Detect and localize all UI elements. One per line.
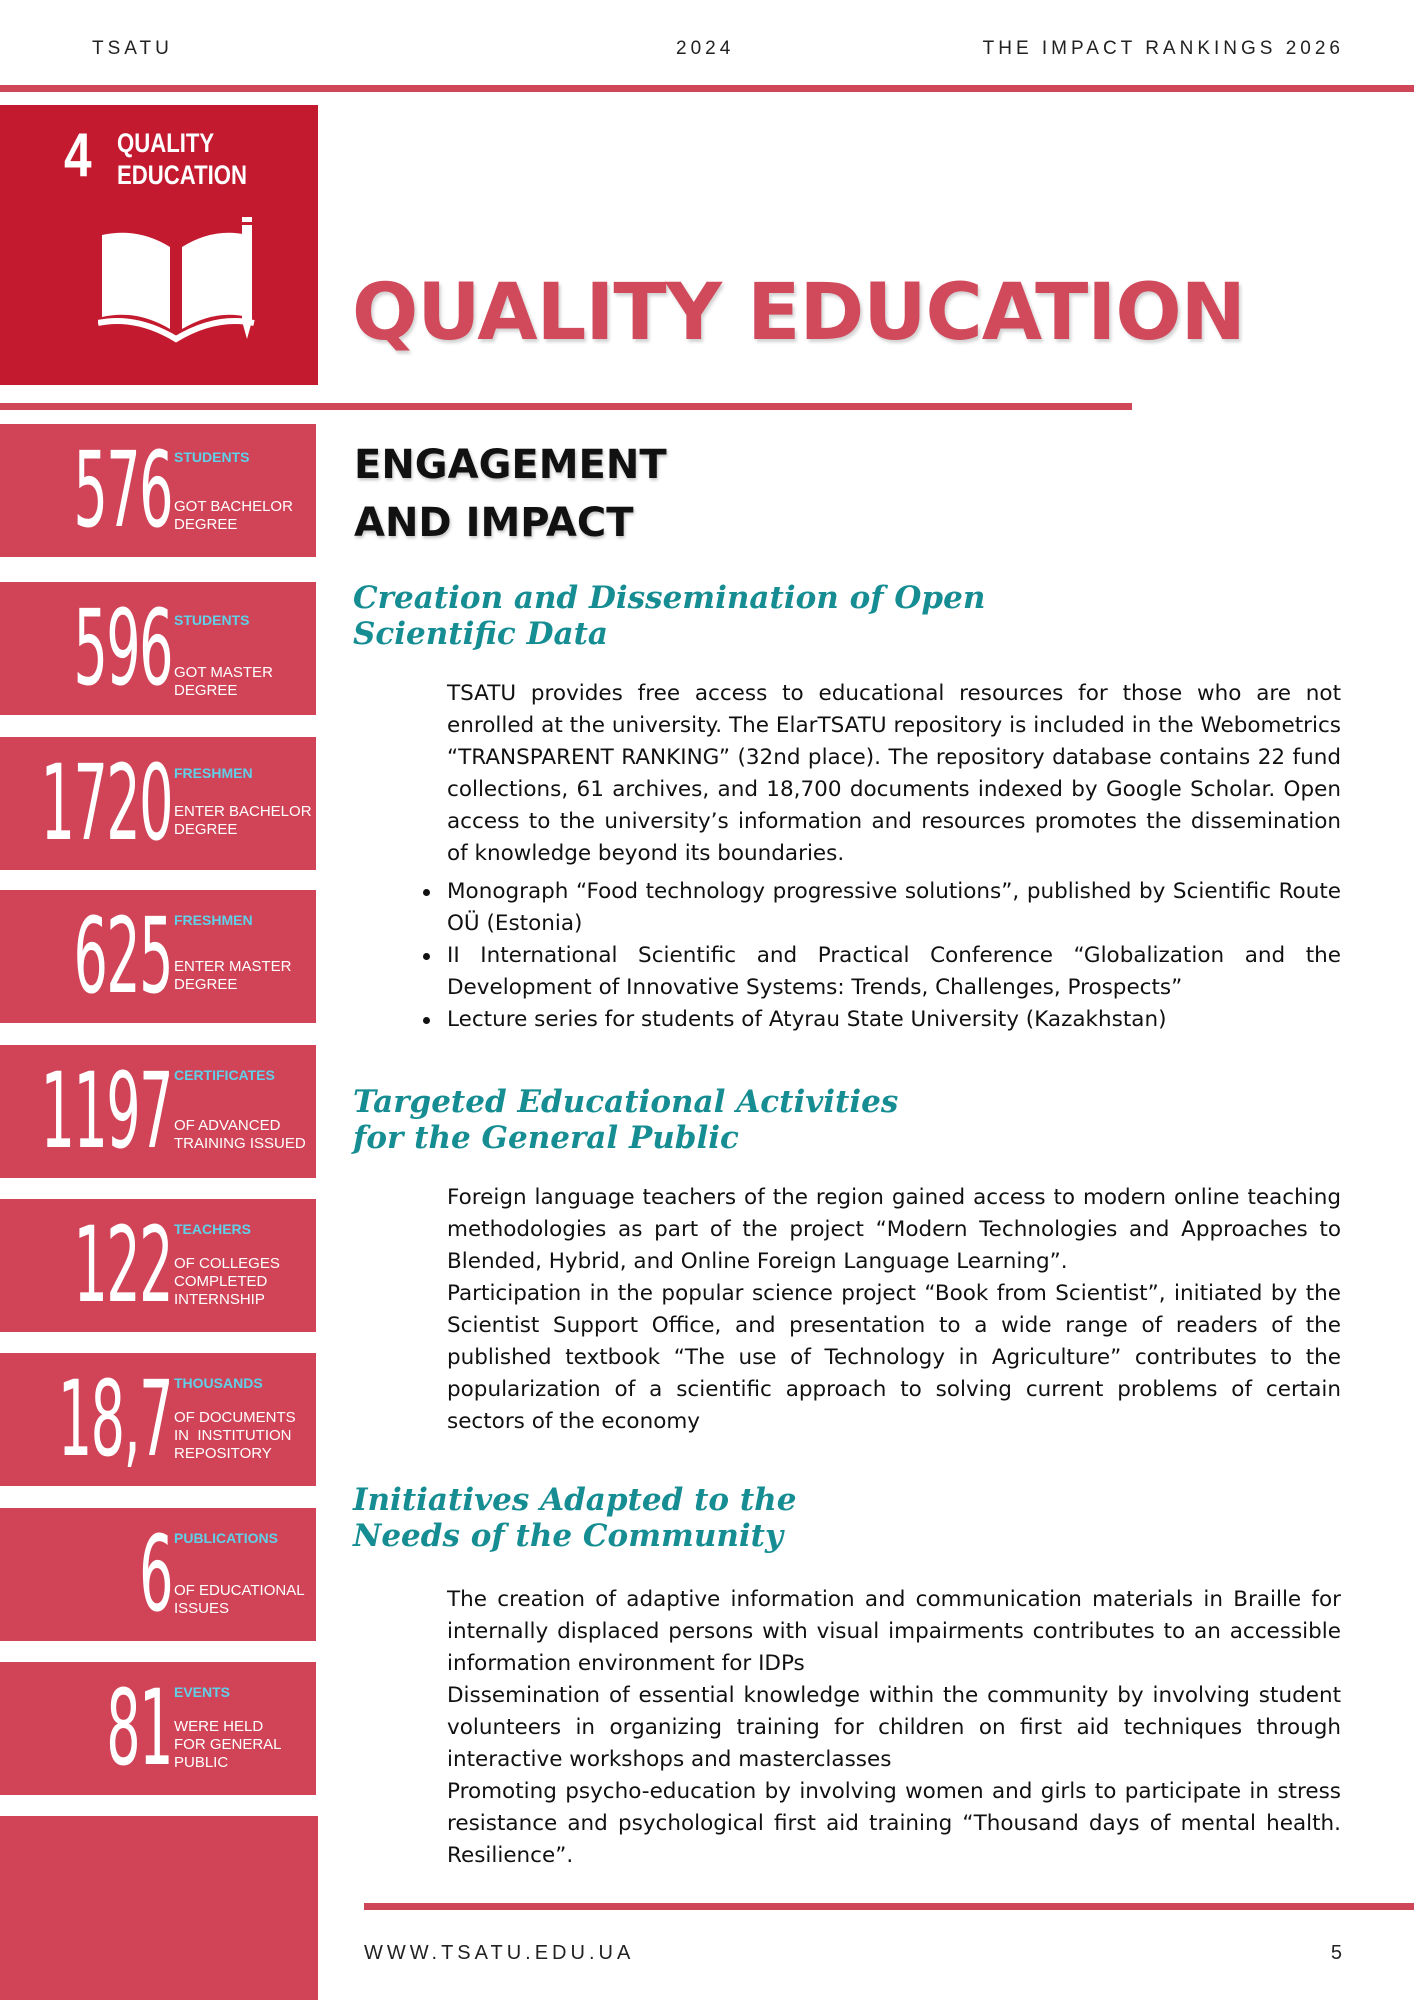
stat-desc-line: OF EDUCATIONAL	[174, 1582, 305, 1599]
stat-box	[0, 582, 316, 715]
section-heading-line2: AND IMPACT	[354, 500, 634, 546]
sdg-label-line2: EDUCATION	[117, 160, 247, 190]
stat-description	[174, 1582, 305, 1618]
stat-desc-line: OF COLLEGES	[174, 1255, 280, 1272]
stat-desc-line: DEGREE	[174, 821, 238, 838]
header-divider	[0, 85, 1414, 92]
stat-box	[0, 737, 316, 870]
bullet-item: Lecture series for students of Atyrau State University (Kazakhstan)	[447, 1004, 1341, 1036]
stat-description	[174, 958, 292, 994]
stat-desc-line: PUBLIC	[174, 1754, 229, 1771]
stat-description	[174, 664, 273, 700]
stat-keyword: FRESHMEN	[174, 765, 253, 781]
stat-desc-line: FOR GENERAL	[174, 1736, 282, 1753]
stat-number: 1720	[40, 742, 172, 864]
stat-box	[0, 1353, 316, 1486]
subsection-title-line: Initiatives Adapted to the	[353, 1482, 797, 1518]
stat-box	[0, 1662, 316, 1795]
header-year: 2024	[676, 38, 735, 59]
stat-keyword: FRESHMEN	[174, 912, 253, 928]
stat-desc-line: IN INSTITUTION	[174, 1427, 292, 1444]
stat-desc-line: ISSUES	[174, 1600, 230, 1617]
stat-desc-line: COMPLETED	[174, 1273, 268, 1290]
stat-keyword: TEACHERS	[174, 1221, 252, 1237]
subsection-title-community	[353, 1482, 796, 1554]
page-title: QUALITY EDUCATION	[352, 268, 1245, 358]
stat-description	[174, 1409, 296, 1463]
stat-keyword: PUBLICATIONS	[174, 1530, 278, 1546]
stat-desc-line: WERE HELD	[174, 1718, 264, 1735]
stat-description	[174, 1718, 282, 1772]
section-heading	[354, 436, 667, 552]
page-number: 5	[1330, 1942, 1342, 1964]
stat-desc-line: ENTER BACHELOR	[174, 803, 312, 820]
stat-number: 1197	[40, 1050, 172, 1172]
sidebar-filler-block	[0, 1816, 318, 2000]
stat-number: 81	[106, 1667, 172, 1789]
stat-box	[0, 890, 316, 1023]
subsection-title-line: Needs of the Community	[353, 1518, 784, 1554]
subsection-title-line: for the General Public	[353, 1120, 739, 1156]
subsection-title-open-data	[353, 580, 985, 652]
sdg-label	[117, 127, 247, 191]
stat-description	[174, 1255, 280, 1309]
subsection-title-line: Targeted Educational Activities	[353, 1084, 899, 1120]
stat-description	[174, 803, 312, 839]
stat-desc-line: DEGREE	[174, 976, 238, 993]
stat-desc-line: DEGREE	[174, 516, 238, 533]
stat-box	[0, 1508, 316, 1641]
stat-keyword: STUDENTS	[174, 449, 250, 465]
sdg-number: 4	[64, 121, 92, 190]
bullet-list	[447, 876, 1341, 1036]
bullet-item: Monograph “Food technology progressive solutions”, published by Scientific Route OÜ (Estonia)	[447, 876, 1341, 940]
stat-desc-line: REPOSITORY	[174, 1445, 272, 1462]
stat-desc-line: GOT BACHELOR	[174, 498, 293, 515]
title-divider	[0, 403, 1132, 410]
page-header	[0, 0, 1414, 85]
book-and-pencil-icon	[98, 217, 258, 347]
paragraph: Participation in the popular science project “Book from Scientist”, initiated by the Scientist Support Office, and presentation to a wide range of readers of the published textbook “The use of Technology in Agriculture” contributes to the popularization of a scientific approach to solving current problems of certain sectors of the economy	[447, 1281, 1341, 1434]
paragraph: Promoting psycho-education by involving women and girls to participate in stress resistance and psychological first aid training “Thousand days of mental health. Resilience”.	[447, 1779, 1341, 1868]
stat-desc-line: GOT MASTER	[174, 664, 273, 681]
stat-keyword: THOUSANDS	[174, 1375, 263, 1391]
stat-desc-line: TRAINING ISSUED	[174, 1135, 306, 1152]
paragraph: The creation of adaptive information and communication materials in Braille for internally displaced persons with visual impairments contributes to an accessible information environment for IDPs	[447, 1587, 1341, 1676]
stat-desc-line: INTERNSHIP	[174, 1291, 265, 1308]
stat-box	[0, 1045, 316, 1178]
stat-number: 625	[73, 895, 172, 1017]
stat-desc-line: OF DOCUMENTS	[174, 1409, 296, 1426]
stat-desc-line: OF ADVANCED	[174, 1117, 281, 1134]
sdg-4-tile	[0, 105, 318, 385]
stat-keyword: STUDENTS	[174, 612, 250, 628]
footer-divider	[364, 1903, 1414, 1910]
stat-box	[0, 424, 316, 557]
subsection-title-general-public	[353, 1084, 898, 1156]
stat-keyword: CERTIFICATES	[174, 1067, 275, 1083]
subsection-title-line: Creation and Dissemination of Open	[353, 580, 986, 616]
footer-website-link[interactable]: WWW.TSATU.EDU.UA	[364, 1942, 635, 1964]
paragraph: Foreign language teachers of the region gained access to modern online teaching methodologies as part of the project “Modern Technologies and Approaches to Blended, Hybrid, and Online Foreign Language Learning”.	[447, 1185, 1341, 1274]
sdg-label-line1: QUALITY	[117, 128, 215, 158]
stat-box	[0, 1199, 316, 1332]
bullet-item: II International Scientific and Practical Conference “Globalization and the Development of Innovative Systems: Trends, Challenges, Prospects”	[447, 940, 1341, 1004]
header-org: TSATU	[92, 38, 173, 59]
stat-number: 576	[73, 429, 172, 551]
stat-desc-line: DEGREE	[174, 682, 238, 699]
stat-number: 596	[73, 587, 172, 709]
stat-desc-line: ENTER MASTER	[174, 958, 292, 975]
header-publication: THE IMPACT RANKINGS 2026	[982, 38, 1344, 59]
section-heading-line1: ENGAGEMENT	[354, 442, 667, 488]
paragraph: TSATU provides free access to educational resources for those who are not enrolled at the university. The ElarTSATU repository is included in the Webometrics “TRANSPARENT RANKING” (32nd place). The repository database contains 22 fund collections, 61 archives, and 18,700 documents indexed by Google Scholar. Open access to the university’s information and resources promotes the dissemination of knowledge beyond its boundaries.	[447, 681, 1341, 866]
stat-description	[174, 498, 293, 534]
stat-number: 122	[73, 1204, 172, 1326]
subsection-title-line: Scientific Data	[353, 616, 608, 652]
paragraph: Dissemination of essential knowledge within the community by involving student volunteers in organizing training for children on first aid techniques through interactive workshops and masterclasses	[447, 1683, 1341, 1772]
stat-keyword: EVENTS	[174, 1684, 231, 1700]
stat-number: 18,7	[57, 1358, 172, 1480]
stat-description	[174, 1117, 306, 1153]
stat-number: 6	[139, 1513, 172, 1635]
